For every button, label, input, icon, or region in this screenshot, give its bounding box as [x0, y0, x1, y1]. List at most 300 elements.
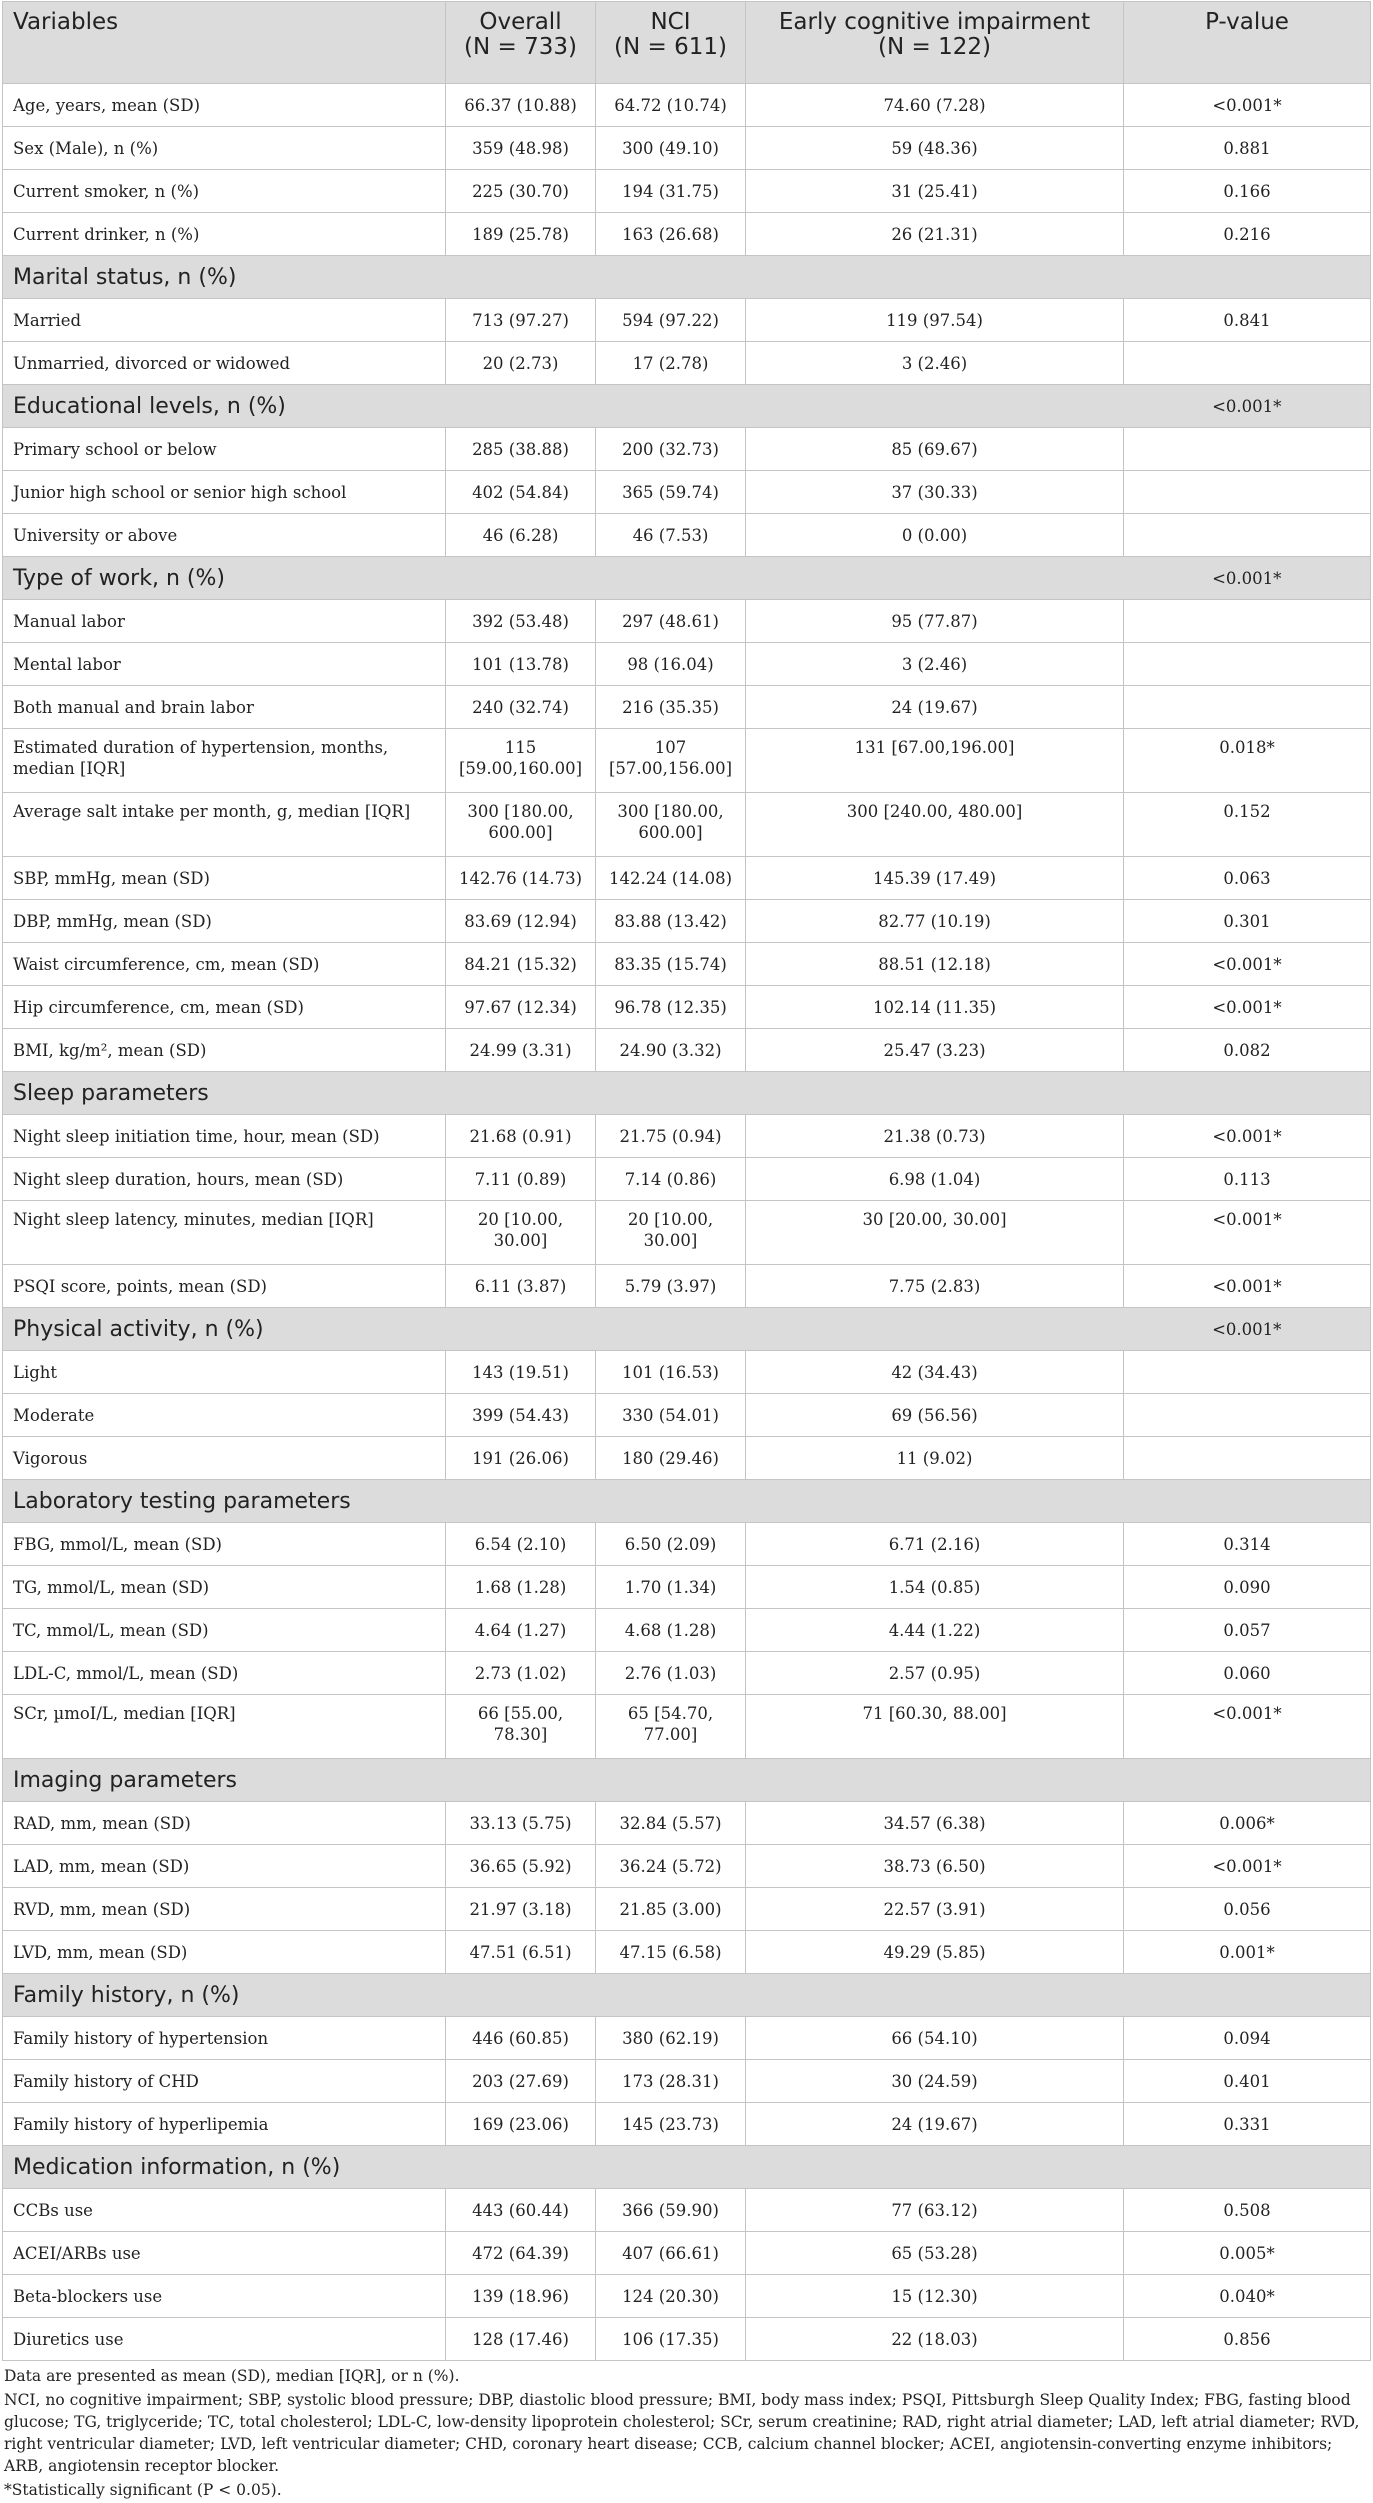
- cell-variable: Beta-blockers use: [3, 2275, 446, 2318]
- cell-variable: DBP, mmHg, mean (SD): [3, 900, 446, 943]
- cell-early-cognitive-impairment: 25.47 (3.23): [746, 1029, 1124, 1072]
- cell-variable: TC, mmol/L, mean (SD): [3, 1609, 446, 1652]
- cell-early-cognitive-impairment: 38.73 (6.50): [746, 1845, 1124, 1888]
- table-row: [3, 2232, 1371, 2275]
- section-p-value: [1124, 1480, 1371, 1523]
- cell-variable: Diuretics use: [3, 2318, 446, 2361]
- cell-variable: LDL-C, mmol/L, mean (SD): [3, 1652, 446, 1695]
- cell-overall: 203 (27.69): [446, 2060, 596, 2103]
- cell-p-value: 0.018*: [1124, 729, 1371, 793]
- table-row: [3, 1351, 1371, 1394]
- cell-nci: 124 (20.30): [596, 2275, 746, 2318]
- cell-nci: 297 (48.61): [596, 600, 746, 643]
- cell-p-value: 0.841: [1124, 299, 1371, 342]
- cell-p-value: 0.314: [1124, 1523, 1371, 1566]
- cell-nci: 46 (7.53): [596, 514, 746, 557]
- cell-p-value: <0.001*: [1124, 1695, 1371, 1759]
- cell-early-cognitive-impairment: 22 (18.03): [746, 2318, 1124, 2361]
- section-title: Physical activity, n (%): [3, 1308, 446, 1351]
- section-header-row: [3, 1072, 1371, 1115]
- cell-p-value: 0.881: [1124, 127, 1371, 170]
- footnote: NCI, no cognitive impairment; SBP, systolic blood pressure; DBP, diastolic blood pressure; BMI, body mass index; PSQI, Pittsburgh Sleep Quality Index; FBG, fasting blood glucose; TG, triglyceride; TC, total cholesterol; LDL-C, low-density lipoprotein cholesterol; SCr, serum creatinine; RAD, right atrial diameter; LAD, left atrial diameter; RVD, right ventricular diameter; LVD, left ventricular diameter; CHD, coronary heart disease; CCB, calcium channel blocker; ACEI, angiotensin-converting enzyme inhibitors; ARB, angiotensin receptor blocker.: [4, 2391, 1360, 2475]
- table-row: [3, 1802, 1371, 1845]
- section-spacer: [446, 256, 1124, 299]
- cell-variable: Family history of hyperlipemia: [3, 2103, 446, 2146]
- cell-variable: RAD, mm, mean (SD): [3, 1802, 446, 1845]
- header-variables: Variables: [3, 2, 446, 84]
- cell-variable: Junior high school or senior high school: [3, 471, 446, 514]
- cell-nci: 173 (28.31): [596, 2060, 746, 2103]
- cell-variable: Average salt intake per month, g, median [IQR]: [3, 793, 446, 857]
- cell-overall: 300 [180.00, 600.00]: [446, 793, 596, 857]
- table-row: [3, 857, 1371, 900]
- header-nci: [596, 2, 746, 84]
- table-row: [3, 729, 1371, 793]
- cell-p-value: [1124, 1394, 1371, 1437]
- cell-overall: 2.73 (1.02): [446, 1652, 596, 1695]
- cell-overall: 142.76 (14.73): [446, 857, 596, 900]
- section-title: Laboratory testing parameters: [3, 1480, 446, 1523]
- cell-overall: 472 (64.39): [446, 2232, 596, 2275]
- cell-early-cognitive-impairment: 69 (56.56): [746, 1394, 1124, 1437]
- cell-overall: 189 (25.78): [446, 213, 596, 256]
- cell-variable: Age, years, mean (SD): [3, 84, 446, 127]
- cell-p-value: 0.090: [1124, 1566, 1371, 1609]
- cell-nci: 47.15 (6.58): [596, 1931, 746, 1974]
- cell-overall: 240 (32.74): [446, 686, 596, 729]
- cell-nci: 17 (2.78): [596, 342, 746, 385]
- table-body: [3, 84, 1371, 2361]
- cell-variable: CCBs use: [3, 2189, 446, 2232]
- table-row: [3, 1523, 1371, 1566]
- cell-nci: 142.24 (14.08): [596, 857, 746, 900]
- cell-nci: 407 (66.61): [596, 2232, 746, 2275]
- cell-overall: 21.68 (0.91): [446, 1115, 596, 1158]
- cell-nci: 4.68 (1.28): [596, 1609, 746, 1652]
- section-spacer: [446, 2146, 1124, 2189]
- cell-p-value: 0.006*: [1124, 1802, 1371, 1845]
- cell-nci: 96.78 (12.35): [596, 986, 746, 1029]
- cell-early-cognitive-impairment: 77 (63.12): [746, 2189, 1124, 2232]
- cell-p-value: 0.005*: [1124, 2232, 1371, 2275]
- cell-overall: 169 (23.06): [446, 2103, 596, 2146]
- cell-nci: 83.35 (15.74): [596, 943, 746, 986]
- table-row: [3, 943, 1371, 986]
- section-title: Medication information, n (%): [3, 2146, 446, 2189]
- cell-early-cognitive-impairment: 102.14 (11.35): [746, 986, 1124, 1029]
- cell-early-cognitive-impairment: 65 (53.28): [746, 2232, 1124, 2275]
- table-row: [3, 471, 1371, 514]
- cell-overall: 97.67 (12.34): [446, 986, 596, 1029]
- section-title: Imaging parameters: [3, 1759, 446, 1802]
- cell-early-cognitive-impairment: 300 [240.00, 480.00]: [746, 793, 1124, 857]
- cell-nci: 594 (97.22): [596, 299, 746, 342]
- cell-early-cognitive-impairment: 59 (48.36): [746, 127, 1124, 170]
- section-header-row: [3, 557, 1371, 600]
- cell-overall: 191 (26.06): [446, 1437, 596, 1480]
- cell-p-value: [1124, 686, 1371, 729]
- cell-variable: RVD, mm, mean (SD): [3, 1888, 446, 1931]
- cell-variable: Hip circumference, cm, mean (SD): [3, 986, 446, 1029]
- section-spacer: [446, 1072, 1124, 1115]
- table-row: [3, 84, 1371, 127]
- cell-variable: University or above: [3, 514, 446, 557]
- table-row: [3, 686, 1371, 729]
- cell-overall: 128 (17.46): [446, 2318, 596, 2361]
- cell-variable: Primary school or below: [3, 428, 446, 471]
- header-overall-n: (N = 733): [464, 34, 577, 60]
- cell-nci: 24.90 (3.32): [596, 1029, 746, 1072]
- cell-early-cognitive-impairment: 37 (30.33): [746, 471, 1124, 514]
- cell-p-value: 0.113: [1124, 1158, 1371, 1201]
- cell-variable: Family history of hypertension: [3, 2017, 446, 2060]
- cell-overall: 7.11 (0.89): [446, 1158, 596, 1201]
- cell-variable: Sex (Male), n (%): [3, 127, 446, 170]
- cell-early-cognitive-impairment: 42 (34.43): [746, 1351, 1124, 1394]
- cell-nci: 365 (59.74): [596, 471, 746, 514]
- section-p-value: [1124, 1072, 1371, 1115]
- cell-variable: Vigorous: [3, 1437, 446, 1480]
- cell-overall: 20 [10.00, 30.00]: [446, 1201, 596, 1265]
- cell-variable: FBG, mmol/L, mean (SD): [3, 1523, 446, 1566]
- header-overall-label: Overall: [479, 9, 562, 35]
- cell-overall: 66 [55.00, 78.30]: [446, 1695, 596, 1759]
- cell-nci: 21.75 (0.94): [596, 1115, 746, 1158]
- cell-overall: 359 (48.98): [446, 127, 596, 170]
- cell-variable: PSQI score, points, mean (SD): [3, 1265, 446, 1308]
- cell-early-cognitive-impairment: 26 (21.31): [746, 213, 1124, 256]
- table-row: [3, 1115, 1371, 1158]
- cell-variable: Current smoker, n (%): [3, 170, 446, 213]
- cell-nci: 380 (62.19): [596, 2017, 746, 2060]
- cell-nci: 2.76 (1.03): [596, 1652, 746, 1695]
- cell-nci: 101 (16.53): [596, 1351, 746, 1394]
- cell-early-cognitive-impairment: 95 (77.87): [746, 600, 1124, 643]
- section-header-row: [3, 1308, 1371, 1351]
- table-row: [3, 213, 1371, 256]
- cell-p-value: [1124, 514, 1371, 557]
- header-nci-label: NCI: [650, 9, 691, 35]
- section-title: Family history, n (%): [3, 1974, 446, 2017]
- cell-nci: 6.50 (2.09): [596, 1523, 746, 1566]
- section-p-value: [1124, 256, 1371, 299]
- table-row: [3, 600, 1371, 643]
- cell-early-cognitive-impairment: 1.54 (0.85): [746, 1566, 1124, 1609]
- cell-p-value: 0.508: [1124, 2189, 1371, 2232]
- footnote: *Statistically significant (P < 0.05).: [4, 2481, 282, 2499]
- cell-nci: 200 (32.73): [596, 428, 746, 471]
- cell-early-cognitive-impairment: 24 (19.67): [746, 686, 1124, 729]
- cell-overall: 4.64 (1.27): [446, 1609, 596, 1652]
- cell-early-cognitive-impairment: 21.38 (0.73): [746, 1115, 1124, 1158]
- cell-variable: Manual labor: [3, 600, 446, 643]
- section-header-row: [3, 1974, 1371, 2017]
- cell-early-cognitive-impairment: 15 (12.30): [746, 2275, 1124, 2318]
- table-row: [3, 1845, 1371, 1888]
- cell-variable: Night sleep initiation time, hour, mean (SD): [3, 1115, 446, 1158]
- cell-nci: 36.24 (5.72): [596, 1845, 746, 1888]
- header-nci-n: (N = 611): [614, 34, 727, 60]
- cell-overall: 84.21 (15.32): [446, 943, 596, 986]
- cell-overall: 1.68 (1.28): [446, 1566, 596, 1609]
- cell-variable: Night sleep duration, hours, mean (SD): [3, 1158, 446, 1201]
- cell-p-value: 0.094: [1124, 2017, 1371, 2060]
- table-row: [3, 2275, 1371, 2318]
- table-row: [3, 1265, 1371, 1308]
- cell-variable: Married: [3, 299, 446, 342]
- cell-nci: 20 [10.00, 30.00]: [596, 1201, 746, 1265]
- cell-early-cognitive-impairment: 82.77 (10.19): [746, 900, 1124, 943]
- cell-overall: 21.97 (3.18): [446, 1888, 596, 1931]
- cell-nci: 330 (54.01): [596, 1394, 746, 1437]
- cell-early-cognitive-impairment: 0 (0.00): [746, 514, 1124, 557]
- cell-overall: 36.65 (5.92): [446, 1845, 596, 1888]
- cell-overall: 101 (13.78): [446, 643, 596, 686]
- cell-p-value: <0.001*: [1124, 1265, 1371, 1308]
- section-title: Educational levels, n (%): [3, 385, 446, 428]
- cell-overall: 446 (60.85): [446, 2017, 596, 2060]
- section-header-row: [3, 1759, 1371, 1802]
- table-row: [3, 2060, 1371, 2103]
- cell-overall: 33.13 (5.75): [446, 1802, 596, 1845]
- cell-p-value: [1124, 643, 1371, 686]
- section-header-row: [3, 256, 1371, 299]
- table-row: [3, 1695, 1371, 1759]
- section-header-row: [3, 1480, 1371, 1523]
- cell-overall: 24.99 (3.31): [446, 1029, 596, 1072]
- section-p-value: [1124, 1759, 1371, 1802]
- table-row: [3, 299, 1371, 342]
- cell-variable: Mental labor: [3, 643, 446, 686]
- cell-p-value: 0.001*: [1124, 1931, 1371, 1974]
- section-title: Marital status, n (%): [3, 256, 446, 299]
- cell-overall: 20 (2.73): [446, 342, 596, 385]
- table-row: [3, 514, 1371, 557]
- cell-early-cognitive-impairment: 4.44 (1.22): [746, 1609, 1124, 1652]
- cell-p-value: 0.301: [1124, 900, 1371, 943]
- cell-nci: 300 [180.00, 600.00]: [596, 793, 746, 857]
- cell-p-value: [1124, 1351, 1371, 1394]
- cell-overall: 66.37 (10.88): [446, 84, 596, 127]
- cell-overall: 143 (19.51): [446, 1351, 596, 1394]
- cell-p-value: [1124, 428, 1371, 471]
- cell-variable: ACEI/ARBs use: [3, 2232, 446, 2275]
- cell-overall: 392 (53.48): [446, 600, 596, 643]
- baseline-characteristics-table: [2, 1, 1371, 2361]
- section-p-value: <0.001*: [1124, 385, 1371, 428]
- cell-early-cognitive-impairment: 30 (24.59): [746, 2060, 1124, 2103]
- section-spacer: [446, 1759, 1124, 1802]
- cell-overall: 285 (38.88): [446, 428, 596, 471]
- cell-nci: 107 [57.00,156.00]: [596, 729, 746, 793]
- cell-p-value: 0.040*: [1124, 2275, 1371, 2318]
- section-spacer: [446, 1480, 1124, 1523]
- cell-p-value: <0.001*: [1124, 1201, 1371, 1265]
- cell-overall: 443 (60.44): [446, 2189, 596, 2232]
- cell-early-cognitive-impairment: 11 (9.02): [746, 1437, 1124, 1480]
- cell-p-value: 0.216: [1124, 213, 1371, 256]
- cell-early-cognitive-impairment: 66 (54.10): [746, 2017, 1124, 2060]
- table-row: [3, 1437, 1371, 1480]
- cell-nci: 145 (23.73): [596, 2103, 746, 2146]
- cell-variable: LVD, mm, mean (SD): [3, 1931, 446, 1974]
- cell-p-value: 0.331: [1124, 2103, 1371, 2146]
- cell-p-value: 0.152: [1124, 793, 1371, 857]
- cell-p-value: <0.001*: [1124, 1115, 1371, 1158]
- cell-overall: 46 (6.28): [446, 514, 596, 557]
- section-spacer: [446, 385, 1124, 428]
- cell-variable: Family history of CHD: [3, 2060, 446, 2103]
- section-p-value: <0.001*: [1124, 557, 1371, 600]
- cell-early-cognitive-impairment: 131 [67.00,196.00]: [746, 729, 1124, 793]
- table-row: [3, 428, 1371, 471]
- cell-early-cognitive-impairment: 145.39 (17.49): [746, 857, 1124, 900]
- cell-nci: 83.88 (13.42): [596, 900, 746, 943]
- table-row: [3, 1888, 1371, 1931]
- cell-variable: Moderate: [3, 1394, 446, 1437]
- cell-variable: Both manual and brain labor: [3, 686, 446, 729]
- cell-early-cognitive-impairment: 2.57 (0.95): [746, 1652, 1124, 1695]
- cell-variable: LAD, mm, mean (SD): [3, 1845, 446, 1888]
- cell-overall: 83.69 (12.94): [446, 900, 596, 943]
- table-footnotes: [2, 2361, 1366, 2501]
- cell-early-cognitive-impairment: 22.57 (3.91): [746, 1888, 1124, 1931]
- cell-nci: 64.72 (10.74): [596, 84, 746, 127]
- cell-variable: BMI, kg/m², mean (SD): [3, 1029, 446, 1072]
- table-row: [3, 1158, 1371, 1201]
- table-row: [3, 643, 1371, 686]
- cell-overall: 47.51 (6.51): [446, 1931, 596, 1974]
- cell-variable: Light: [3, 1351, 446, 1394]
- header-early-cognitive-impairment: [746, 2, 1124, 84]
- cell-p-value: 0.056: [1124, 1888, 1371, 1931]
- table-row: [3, 1566, 1371, 1609]
- cell-early-cognitive-impairment: 74.60 (7.28): [746, 84, 1124, 127]
- cell-nci: 98 (16.04): [596, 643, 746, 686]
- section-title: Sleep parameters: [3, 1072, 446, 1115]
- table-row: [3, 1931, 1371, 1974]
- cell-variable: SBP, mmHg, mean (SD): [3, 857, 446, 900]
- section-header-row: [3, 2146, 1371, 2189]
- cell-early-cognitive-impairment: 71 [60.30, 88.00]: [746, 1695, 1124, 1759]
- cell-p-value: <0.001*: [1124, 84, 1371, 127]
- table-row: [3, 900, 1371, 943]
- table-row: [3, 170, 1371, 213]
- section-spacer: [446, 557, 1124, 600]
- cell-nci: 5.79 (3.97): [596, 1265, 746, 1308]
- cell-p-value: [1124, 1437, 1371, 1480]
- cell-nci: 180 (29.46): [596, 1437, 746, 1480]
- cell-p-value: <0.001*: [1124, 943, 1371, 986]
- table-row: [3, 1029, 1371, 1072]
- cell-overall: 713 (97.27): [446, 299, 596, 342]
- cell-early-cognitive-impairment: 6.98 (1.04): [746, 1158, 1124, 1201]
- cell-overall: 225 (30.70): [446, 170, 596, 213]
- cell-p-value: <0.001*: [1124, 1845, 1371, 1888]
- section-p-value: <0.001*: [1124, 1308, 1371, 1351]
- cell-p-value: 0.060: [1124, 1652, 1371, 1695]
- section-spacer: [446, 1974, 1124, 2017]
- cell-nci: 1.70 (1.34): [596, 1566, 746, 1609]
- section-p-value: [1124, 1974, 1371, 2017]
- cell-nci: 216 (35.35): [596, 686, 746, 729]
- cell-early-cognitive-impairment: 31 (25.41): [746, 170, 1124, 213]
- header-p-value: P-value: [1124, 2, 1371, 84]
- cell-p-value: 0.082: [1124, 1029, 1371, 1072]
- table-row: [3, 2017, 1371, 2060]
- cell-variable: Unmarried, divorced or widowed: [3, 342, 446, 385]
- cell-early-cognitive-impairment: 34.57 (6.38): [746, 1802, 1124, 1845]
- header-eci-label: Early cognitive impairment: [778, 9, 1091, 35]
- table-row: [3, 1652, 1371, 1695]
- header-row: [3, 2, 1371, 84]
- cell-p-value: [1124, 600, 1371, 643]
- baseline-characteristics-table-document: [2, 1, 1370, 2503]
- header-overall: [446, 2, 596, 84]
- cell-overall: 6.11 (3.87): [446, 1265, 596, 1308]
- table-row: [3, 1201, 1371, 1265]
- cell-early-cognitive-impairment: 3 (2.46): [746, 643, 1124, 686]
- table-row: [3, 2189, 1371, 2232]
- table-row: [3, 1609, 1371, 1652]
- cell-nci: 163 (26.68): [596, 213, 746, 256]
- table-row: [3, 342, 1371, 385]
- cell-p-value: <0.001*: [1124, 986, 1371, 1029]
- cell-p-value: 0.057: [1124, 1609, 1371, 1652]
- cell-nci: 7.14 (0.86): [596, 1158, 746, 1201]
- header-eci-n: (N = 122): [878, 34, 991, 60]
- cell-early-cognitive-impairment: 3 (2.46): [746, 342, 1124, 385]
- cell-p-value: 0.401: [1124, 2060, 1371, 2103]
- cell-p-value: [1124, 471, 1371, 514]
- cell-early-cognitive-impairment: 119 (97.54): [746, 299, 1124, 342]
- cell-nci: 21.85 (3.00): [596, 1888, 746, 1931]
- cell-early-cognitive-impairment: 24 (19.67): [746, 2103, 1124, 2146]
- cell-p-value: 0.166: [1124, 170, 1371, 213]
- cell-variable: Current drinker, n (%): [3, 213, 446, 256]
- cell-overall: 6.54 (2.10): [446, 1523, 596, 1566]
- table-row: [3, 793, 1371, 857]
- footnote: Data are presented as mean (SD), median [IQR], or n (%).: [4, 2367, 460, 2385]
- table-row: [3, 1394, 1371, 1437]
- cell-p-value: 0.856: [1124, 2318, 1371, 2361]
- cell-variable: Estimated duration of hypertension, months, median [IQR]: [3, 729, 446, 793]
- cell-nci: 32.84 (5.57): [596, 1802, 746, 1845]
- table-row: [3, 2318, 1371, 2361]
- cell-overall: 402 (54.84): [446, 471, 596, 514]
- cell-p-value: [1124, 342, 1371, 385]
- table-row: [3, 127, 1371, 170]
- cell-nci: 65 [54.70, 77.00]: [596, 1695, 746, 1759]
- cell-variable: SCr, µmoI/L, median [IQR]: [3, 1695, 446, 1759]
- section-header-row: [3, 385, 1371, 428]
- cell-nci: 106 (17.35): [596, 2318, 746, 2361]
- table-row: [3, 2103, 1371, 2146]
- section-title: Type of work, n (%): [3, 557, 446, 600]
- cell-p-value: 0.063: [1124, 857, 1371, 900]
- cell-early-cognitive-impairment: 49.29 (5.85): [746, 1931, 1124, 1974]
- cell-nci: 194 (31.75): [596, 170, 746, 213]
- cell-variable: TG, mmol/L, mean (SD): [3, 1566, 446, 1609]
- table-row: [3, 986, 1371, 1029]
- cell-early-cognitive-impairment: 30 [20.00, 30.00]: [746, 1201, 1124, 1265]
- cell-nci: 366 (59.90): [596, 2189, 746, 2232]
- section-p-value: [1124, 2146, 1371, 2189]
- cell-overall: 115 [59.00,160.00]: [446, 729, 596, 793]
- table-header: [3, 2, 1371, 84]
- cell-variable: Night sleep latency, minutes, median [IQR]: [3, 1201, 446, 1265]
- cell-variable: Waist circumference, cm, mean (SD): [3, 943, 446, 986]
